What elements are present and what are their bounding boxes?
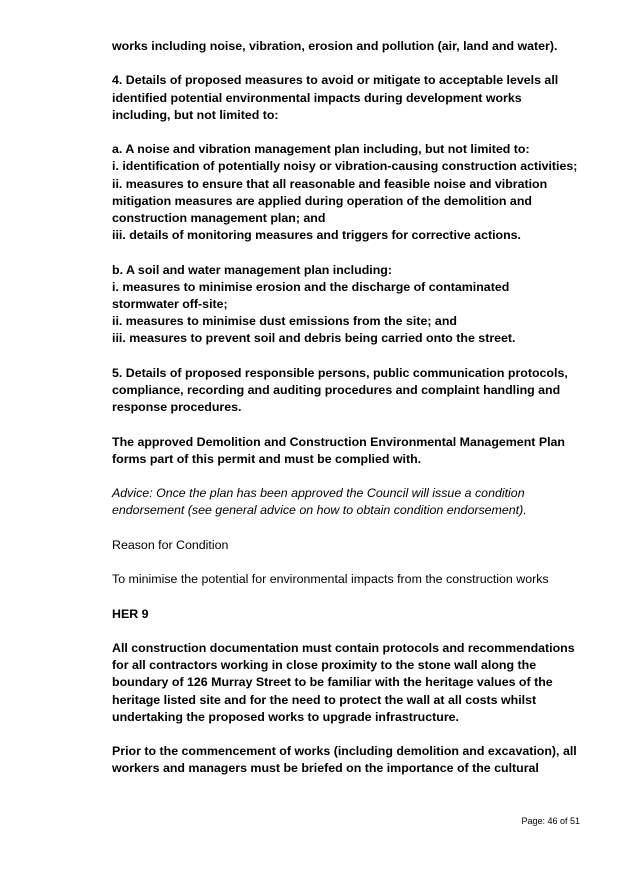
text-line: works including noise, vibration, erosion and pollution (air, land and water).: [112, 39, 558, 53]
text-line: for all contractors working in close proximity to the stone wall along the: [112, 658, 537, 673]
document-body: [112, 38, 584, 795]
text-line: b. A soil and water management plan including:: [112, 262, 392, 277]
text-line: i. identification of potentially noisy or vibration-causing construction activities;: [112, 159, 578, 174]
text-line: 5. Details of proposed responsible persons, public communication protocols,: [112, 365, 568, 380]
paragraph-item-4-measures: [112, 72, 584, 124]
text-line: construction management plan; and: [112, 211, 326, 225]
text-line: compliance, recording and auditing procedures and complaint handling and: [112, 383, 561, 397]
text-line: forms part of this permit and must be complied with.: [112, 451, 422, 466]
text-line: response procedures.: [112, 400, 242, 415]
text-line: Prior to the commencement of works (including demolition and excavation), all: [112, 744, 577, 759]
page-number: Page: 46 of 51: [521, 816, 580, 826]
text-line: HER 9: [112, 606, 149, 621]
text-line: To minimise the potential for environmental impacts from the construction works: [112, 572, 549, 587]
paragraph-approved-plan: [112, 434, 584, 468]
paragraph-noise-vibration-plan: [112, 141, 584, 244]
paragraph-works-pollution: [112, 38, 584, 55]
section-heading-her-9: [112, 606, 584, 623]
text-line: mitigation measures are applied during operation of the demolition and: [112, 193, 532, 208]
paragraph-item-5-responsible-persons: [112, 365, 584, 417]
text-line: 4. Details of proposed measures to avoid or mitigate to acceptable levels all: [112, 73, 559, 88]
text-line: ii. measures to ensure that all reasonable and feasible noise and vibration: [112, 176, 548, 191]
paragraph-construction-documentation: [112, 640, 584, 726]
text-line: workers and managers must be briefed on the importance of the cultural: [112, 761, 539, 776]
text-line: heritage listed site and for the need to protect the wall at all costs whilst: [112, 692, 537, 707]
text-line: ii. measures to minimise dust emissions from the site; and: [112, 314, 457, 329]
text-line: including, but not limited to:: [112, 107, 279, 122]
paragraph-prior-to-commencement: [112, 743, 584, 777]
paragraph-reason-heading: [112, 537, 584, 554]
text-line: The approved Demolition and Construction Environmental Management Plan: [112, 434, 565, 449]
text-line: stormwater off-site;: [112, 297, 228, 311]
text-line: iii. details of monitoring measures and triggers for corrective actions.: [112, 228, 521, 243]
text-line: undertaking the proposed works to upgrade infrastructure.: [112, 709, 459, 724]
text-line: iii. measures to prevent soil and debris being carried onto the street.: [112, 331, 516, 346]
text-line: identified potential environmental impacts during development works: [112, 90, 522, 105]
text-line: i. measures to minimise erosion and the discharge of contaminated: [112, 279, 510, 294]
text-line: boundary of 126 Murray Street to be familiar with the heritage values of the: [112, 675, 553, 690]
text-line: Advice: Once the plan has been approved the Council will issue a condition: [112, 486, 525, 501]
text-line: a. A noise and vibration management plan including, but not limited to:: [112, 142, 530, 157]
text-line: All construction documentation must contain protocols and recommendations: [112, 640, 575, 655]
paragraph-reason-text: [112, 571, 584, 588]
text-line: Reason for Condition: [112, 537, 229, 552]
text-line: endorsement (see general advice on how to obtain condition endorsement).: [112, 503, 527, 518]
paragraph-soil-water-plan: [112, 262, 584, 348]
paragraph-advice: [112, 485, 584, 519]
